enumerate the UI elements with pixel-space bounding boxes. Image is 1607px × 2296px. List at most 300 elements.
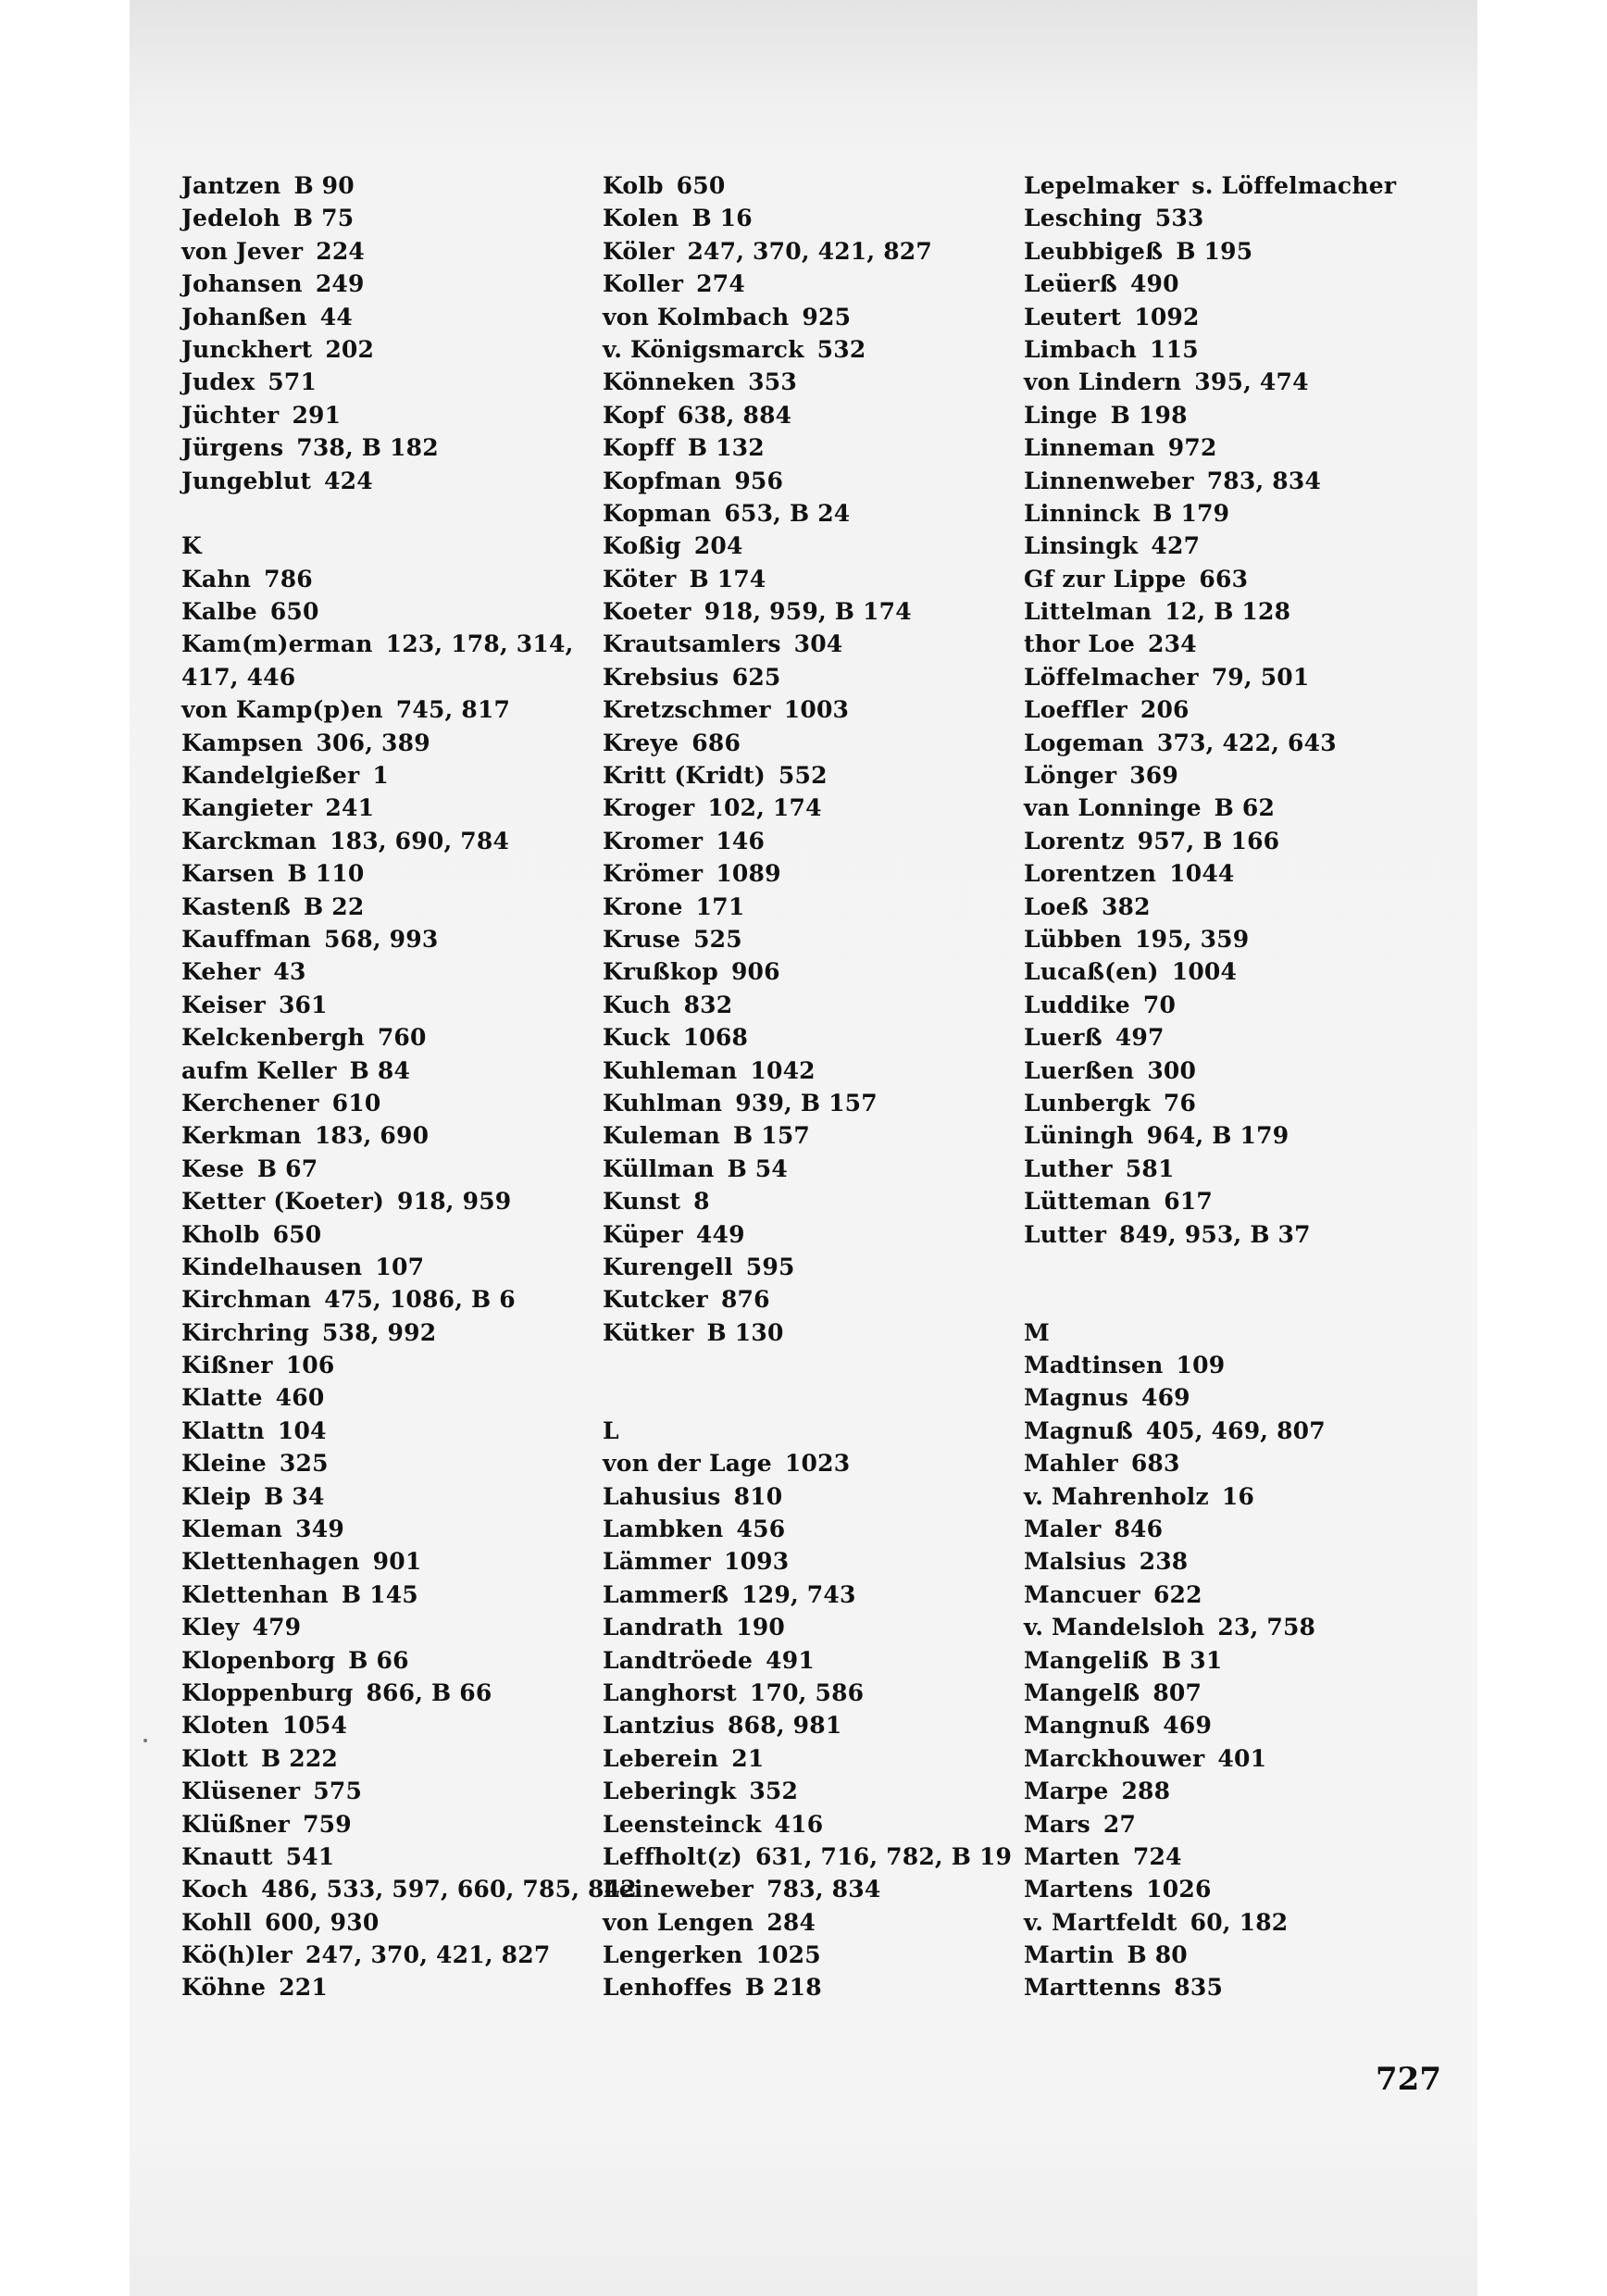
entry-name: Marpe <box>1024 1778 1109 1805</box>
index-entry <box>181 628 617 660</box>
spacer <box>181 497 617 530</box>
entry-refs: 810 <box>733 1482 783 1510</box>
entry-name: Kopfman <box>603 467 722 494</box>
entry-name: Krone <box>603 892 683 920</box>
entry-refs: 918, 959, B 174 <box>704 598 912 626</box>
entry-name: von der Lage <box>603 1450 772 1478</box>
entry-refs: B 130 <box>706 1318 784 1346</box>
entry-name: Koeter <box>603 598 691 626</box>
index-entry <box>181 1316 617 1349</box>
entry-name: Marckhouwer <box>1024 1744 1205 1772</box>
index-entry <box>603 399 1038 431</box>
entry-name: Judex <box>181 368 255 396</box>
entry-name: Klettenhan <box>181 1580 329 1608</box>
entry-name: Kritt (Kridt) <box>603 762 766 790</box>
index-entry <box>603 1644 1038 1677</box>
entry-refs: 284 <box>766 1908 816 1936</box>
entry-name: Löffelmacher <box>1024 663 1199 691</box>
entry-name: Kuck <box>603 1024 670 1052</box>
entry-refs: 456 <box>736 1516 786 1543</box>
entry-name: Klopenborg <box>181 1646 336 1674</box>
index-entry <box>603 1808 1038 1841</box>
index-entry <box>603 693 1038 726</box>
entry-name: Lammerß <box>603 1580 729 1608</box>
index-entry <box>1024 465 1459 497</box>
entry-refs: 1092 <box>1134 303 1200 331</box>
index-entry <box>603 1841 1038 1873</box>
entry-name: Loeffler <box>1024 696 1127 724</box>
entry-refs: B 16 <box>691 205 753 232</box>
index-entry <box>603 268 1038 300</box>
entry-name: Linge <box>1024 401 1098 429</box>
entry-name: Lorentz <box>1024 827 1125 855</box>
index-entry <box>1024 1185 1459 1217</box>
entry-name: Kleine <box>181 1450 267 1478</box>
entry-name: Lorentzen <box>1024 860 1157 888</box>
index-entry <box>1024 792 1459 824</box>
entry-name: Kam(m)erman <box>181 630 373 658</box>
index-entry <box>603 530 1038 562</box>
entry-name: Koch <box>181 1876 249 1903</box>
entry-refs: 460 <box>275 1384 325 1412</box>
entry-refs: 469 <box>1140 1384 1190 1412</box>
entry-refs: 1004 <box>1171 958 1238 986</box>
entry-refs: 353 <box>748 368 797 396</box>
entry-name: Kauffman <box>181 925 312 953</box>
entry-refs: B 67 <box>256 1154 318 1182</box>
entry-refs: 1 <box>372 762 389 790</box>
entry-name: Kromer <box>603 827 704 855</box>
entry-name: Madtinsen <box>1024 1352 1164 1379</box>
entry-name: Kopff <box>603 434 675 462</box>
entry-name: Leberein <box>603 1744 719 1772</box>
entry-name: Kißner <box>181 1352 273 1379</box>
entry-refs: 610 <box>331 1089 381 1117</box>
entry-refs: 972 <box>1167 434 1217 462</box>
entry-refs: 104 <box>277 1416 327 1444</box>
entry-refs: 1042 <box>750 1056 816 1084</box>
entry-refs: 1003 <box>783 696 850 724</box>
index-entry <box>603 465 1038 497</box>
entry-refs: 497 <box>1115 1024 1165 1052</box>
index-entry <box>1024 759 1459 792</box>
index-entry <box>181 1349 617 1381</box>
index-entry <box>603 661 1038 693</box>
entry-name: Lübben <box>1024 925 1122 953</box>
index-entry <box>181 1381 617 1414</box>
entry-refs: 70 <box>1142 991 1177 1018</box>
index-entry <box>603 1545 1038 1578</box>
entry-refs: 1089 <box>716 860 781 888</box>
entry-name: Küper <box>603 1220 683 1248</box>
index-entry <box>603 825 1038 857</box>
index-entry <box>181 235 617 268</box>
index-entry <box>1024 693 1459 726</box>
spacer <box>603 1381 1038 1414</box>
index-entry <box>181 563 617 595</box>
entry-name: Mangeliß <box>1024 1646 1150 1674</box>
entry-refs: 832 <box>683 991 733 1018</box>
entry-refs: 449 <box>695 1220 745 1248</box>
index-entry <box>181 1775 617 1807</box>
index-entry <box>181 399 617 431</box>
entry-name: Luerßen <box>1024 1056 1135 1084</box>
index-entry <box>1024 399 1459 431</box>
entry-name: Könneken <box>603 368 736 396</box>
entry-name: Jedeloh <box>181 205 280 232</box>
entry-name: Klott <box>181 1744 248 1772</box>
index-entry <box>603 1480 1038 1513</box>
index-entry <box>1024 891 1459 923</box>
index-entry <box>1024 235 1459 268</box>
index-entry <box>1024 1971 1459 2003</box>
index-entry <box>181 1873 637 1905</box>
entry-name: Kirchman <box>181 1286 312 1314</box>
entry-name: Lucaß(en) <box>1024 958 1159 986</box>
index-entry <box>181 1021 617 1054</box>
index-entry <box>1024 1841 1459 1873</box>
entry-refs: 1068 <box>682 1024 749 1052</box>
entry-refs: 631, 716, 782, B 19 <box>754 1842 1013 1870</box>
spacer <box>603 1349 1038 1381</box>
entry-name: Kalbe <box>181 598 257 626</box>
entry-refs: 106 <box>285 1352 335 1379</box>
entry-name: von Lindern <box>1024 368 1182 396</box>
entry-name: Luddike <box>1024 991 1130 1018</box>
index-entry <box>1024 202 1459 234</box>
entry-refs: s. Löffelmacher <box>1191 172 1397 199</box>
index-entry <box>603 1873 1038 1905</box>
entry-refs: 79, 501 <box>1211 663 1310 691</box>
index-entry <box>603 431 1038 464</box>
index-entry <box>1024 1709 1459 1741</box>
index-entry <box>1024 1447 1459 1479</box>
entry-refs: 274 <box>696 270 745 298</box>
entry-refs: 575 <box>313 1778 363 1805</box>
entry-name: Klüsener <box>181 1778 301 1805</box>
section-heading: K <box>181 532 202 560</box>
entry-name: v. Mandelsloh <box>1024 1614 1205 1641</box>
entry-name: Limbach <box>1024 335 1138 363</box>
entry-refs: 571 <box>268 368 318 396</box>
entry-refs: 866, B 66 <box>366 1678 492 1706</box>
entry-name: v. Königsmarck <box>603 335 804 363</box>
entry-name: Kleman <box>181 1516 283 1543</box>
scan-speck <box>143 1739 147 1742</box>
entry-refs: B 66 <box>348 1646 409 1674</box>
index-entry <box>181 955 617 988</box>
entry-name: Karckman <box>181 827 318 855</box>
index-entry <box>603 1316 1038 1349</box>
entry-name: Kö(h)ler <box>181 1941 293 1969</box>
index-entry <box>181 825 617 857</box>
entry-name: Kuhlman <box>603 1089 723 1117</box>
entry-name: Lesching <box>1024 205 1142 232</box>
index-entry <box>181 1447 617 1479</box>
index-entry <box>181 989 617 1021</box>
entry-refs: 43 <box>273 958 306 986</box>
entry-name: Lutter <box>1024 1220 1107 1248</box>
index-entry <box>1024 1873 1459 1905</box>
index-entry <box>603 792 1038 824</box>
entry-refs: 23, 758 <box>1217 1614 1316 1641</box>
index-entry <box>181 1808 617 1841</box>
index-entry <box>603 1906 1038 1939</box>
index-entry <box>603 1185 1038 1217</box>
index-entry <box>1024 1349 1459 1381</box>
entry-refs: B 31 <box>1162 1646 1223 1674</box>
entry-refs: B 90 <box>293 172 355 199</box>
entry-name: Kholb <box>181 1220 260 1248</box>
spacer <box>1024 1251 1459 1283</box>
entry-refs: 759 <box>303 1810 352 1838</box>
index-column-3 <box>1024 169 1459 2004</box>
entry-refs: 469 <box>1163 1712 1213 1740</box>
entry-refs: 532 <box>816 335 866 363</box>
entry-name: Lepelmaker <box>1024 172 1179 199</box>
index-entry <box>1024 595 1459 628</box>
entry-refs: 288 <box>1121 1778 1171 1805</box>
entry-name: Mangnuß <box>1024 1712 1151 1740</box>
index-column-2 <box>603 169 1038 2004</box>
entry-name: thor Loe <box>1024 630 1136 658</box>
index-entry <box>181 1742 617 1775</box>
entry-refs: 724 <box>1132 1842 1182 1870</box>
entry-name: Lenhoffes <box>603 1974 732 2002</box>
entry-name: Mahler <box>1024 1450 1118 1478</box>
entry-refs: 349 <box>295 1516 344 1543</box>
index-entry <box>603 955 1038 988</box>
entry-name: Klettenhagen <box>181 1548 360 1576</box>
entry-refs: 170, 586 <box>749 1678 865 1706</box>
entry-name: Kuch <box>603 991 671 1018</box>
entry-refs: 925 <box>802 303 852 331</box>
entry-name: Lahusius <box>603 1482 721 1510</box>
entry-refs: B 110 <box>287 860 365 888</box>
entry-name: Luther <box>1024 1154 1113 1182</box>
index-entry <box>181 366 617 398</box>
entry-refs: 650 <box>676 172 726 199</box>
entry-refs: 906 <box>730 958 780 986</box>
index-entry <box>181 1480 617 1513</box>
entry-refs: B 222 <box>261 1744 339 1772</box>
index-entry <box>603 1611 1038 1643</box>
index-entry <box>1024 1808 1459 1841</box>
entry-name: Lönger <box>1024 762 1117 790</box>
index-entry <box>181 759 617 792</box>
entry-refs: B 62 <box>1214 794 1276 822</box>
entry-refs: 247, 370, 421, 827 <box>687 237 932 265</box>
index-entry <box>1024 1218 1459 1251</box>
index-entry <box>603 891 1038 923</box>
entry-name: Johanßen <box>181 303 307 331</box>
index-entry <box>603 169 1038 202</box>
entry-refs: 234 <box>1148 630 1197 658</box>
index-entry <box>181 1185 617 1217</box>
index-entry <box>1024 1906 1459 1939</box>
index-entry <box>1024 923 1459 955</box>
entry-name: Linneman <box>1024 434 1155 462</box>
entry-name: Krußkop <box>603 958 718 986</box>
index-entry <box>603 989 1038 1021</box>
entry-name: Ketter (Koeter) <box>181 1188 385 1216</box>
entry-refs: 956 <box>734 467 784 494</box>
entry-name: Krebsius <box>603 663 719 691</box>
index-entry <box>603 1971 1038 2003</box>
entry-name: Kreye <box>603 729 679 756</box>
entry-refs: 416 <box>774 1810 824 1838</box>
entry-refs: 939, B 157 <box>735 1089 878 1117</box>
entry-refs: 1054 <box>281 1712 348 1740</box>
entry-name: aufm Keller <box>181 1056 337 1084</box>
entry-name: Kelckenbergh <box>181 1024 365 1052</box>
entry-refs: 760 <box>377 1024 427 1052</box>
entry-name: Koller <box>603 270 684 298</box>
index-entry <box>181 661 617 693</box>
entry-name: Leüerß <box>1024 270 1117 298</box>
entry-name: Luerß <box>1024 1024 1102 1052</box>
entry-name: Magnus <box>1024 1384 1128 1412</box>
entry-name: Kunst <box>603 1188 681 1216</box>
entry-refs: B 75 <box>293 205 355 232</box>
index-entry <box>603 563 1038 595</box>
index-entry <box>603 628 1038 660</box>
entry-name: Krautsamlers <box>603 630 781 658</box>
entry-refs: 202 <box>325 335 375 363</box>
index-entry <box>181 923 617 955</box>
index-entry <box>603 759 1038 792</box>
entry-refs: B 34 <box>264 1482 325 1510</box>
index-entry <box>603 1513 1038 1545</box>
entry-name: Küllman <box>603 1154 715 1182</box>
entry-refs: 1023 <box>784 1450 851 1478</box>
index-entry <box>1024 1381 1459 1414</box>
entry-name: Landtröede <box>603 1646 754 1674</box>
entry-name: v. Mahrenholz <box>1024 1482 1209 1510</box>
index-entry <box>1024 563 1459 595</box>
entry-name: Junckhert <box>181 335 313 363</box>
index-entry <box>603 923 1038 955</box>
entry-refs: 373, 422, 643 <box>1156 729 1337 756</box>
entry-name: Kley <box>181 1614 240 1641</box>
index-entry <box>1024 1939 1459 1971</box>
entry-refs: 304 <box>793 630 843 658</box>
entry-refs: 129, 743 <box>741 1580 856 1608</box>
entry-name: Kuleman <box>603 1122 720 1150</box>
index-entry <box>1024 857 1459 890</box>
entry-name: Langhorst <box>603 1678 737 1706</box>
entry-refs: 538, 992 <box>321 1318 437 1346</box>
entry-refs: 552 <box>778 762 828 790</box>
entry-name: Marten <box>1024 1842 1120 1870</box>
index-entry <box>1024 1054 1459 1087</box>
entry-refs: 109 <box>1176 1352 1226 1379</box>
index-entry <box>1024 1415 1459 1447</box>
entry-refs: 247, 370, 421, 827 <box>305 1941 551 1969</box>
entry-refs: 171 <box>695 892 745 920</box>
entry-refs: 183, 690 <box>314 1122 430 1150</box>
index-entry <box>603 857 1038 890</box>
entry-refs: 490 <box>1129 270 1179 298</box>
entry-refs: 918, 959 <box>397 1188 512 1216</box>
entry-refs: 745, 817 <box>395 696 511 724</box>
entry-refs: 786 <box>264 565 313 593</box>
entry-refs: 44 <box>319 303 353 331</box>
page-number: 727 <box>1376 2061 1441 2098</box>
index-entry <box>1024 661 1459 693</box>
entry-refs: 1093 <box>723 1548 790 1576</box>
entry-refs: 479 <box>252 1614 302 1641</box>
entry-refs: 249 <box>315 270 365 298</box>
entry-name: Jungeblut <box>181 467 312 494</box>
entry-refs: 849, 953, B 37 <box>1119 1220 1311 1248</box>
entry-refs: 369 <box>1129 762 1178 790</box>
index-entry <box>1024 1742 1459 1775</box>
entry-refs: 190 <box>736 1614 785 1641</box>
index-entry <box>603 727 1038 759</box>
entry-refs: 475, 1086, B 6 <box>324 1286 516 1314</box>
entry-name: Leffholt(z) <box>603 1842 742 1870</box>
entry-name: Marttenns <box>1024 1974 1162 2002</box>
index-entry <box>603 235 1038 268</box>
index-entry <box>181 1939 617 1971</box>
entry-name: von Kamp(p)en <box>181 696 383 724</box>
entry-name: Lütteman <box>1024 1188 1152 1216</box>
entry-name: Leineweber <box>603 1876 754 1903</box>
entry-refs: 957, B 166 <box>1137 827 1280 855</box>
entry-refs: 686 <box>691 729 741 756</box>
entry-name: Kütker <box>603 1318 694 1346</box>
entry-refs: 306, 389 <box>316 729 430 756</box>
entry-refs: B 145 <box>341 1580 418 1608</box>
entry-refs: 525 <box>693 925 742 953</box>
index-entry <box>603 1447 1038 1479</box>
entry-name: Littelman <box>1024 598 1152 626</box>
index-entry <box>181 1545 617 1578</box>
section-heading: M <box>1024 1318 1050 1346</box>
index-entry <box>181 1415 617 1447</box>
entry-name: Lambken <box>603 1516 724 1543</box>
entry-refs: 12, B 128 <box>1165 598 1291 626</box>
entry-name: Leubbigeß <box>1024 237 1164 265</box>
entry-name: Logeman <box>1024 729 1144 756</box>
entry-name: Malsius <box>1024 1548 1127 1576</box>
entry-name: Kese <box>181 1154 244 1182</box>
index-entry <box>181 595 617 628</box>
entry-refs: 783, 834 <box>766 1876 881 1903</box>
index-entry <box>1024 1545 1459 1578</box>
index-entry <box>1024 1611 1459 1643</box>
entry-name: von Jever <box>181 237 304 265</box>
index-entry <box>1024 366 1459 398</box>
index-entry <box>603 366 1038 398</box>
entry-refs: 1044 <box>1169 860 1235 888</box>
entry-refs: 206 <box>1140 696 1190 724</box>
index-entry <box>1024 1775 1459 1807</box>
entry-refs: 650 <box>269 598 319 626</box>
entry-name: Kloten <box>181 1712 269 1740</box>
index-entry <box>603 1775 1038 1807</box>
entry-refs: 107 <box>375 1253 425 1280</box>
entry-name: Kleip <box>181 1482 252 1510</box>
entry-refs: 533 <box>1154 205 1204 232</box>
entry-name: Karsen <box>181 860 275 888</box>
index-entry <box>1024 301 1459 333</box>
entry-name: Jantzen <box>181 172 281 199</box>
entry-name: Kurengell <box>603 1253 733 1280</box>
entry-refs: 486, 533, 597, 660, 785, 842 <box>261 1876 637 1903</box>
entry-refs: B 22 <box>304 892 365 920</box>
